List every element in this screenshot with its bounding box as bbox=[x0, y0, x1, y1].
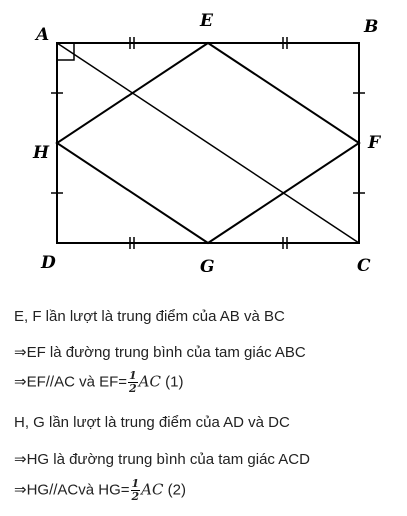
fraction-numerator-2: 1 bbox=[131, 477, 140, 490]
proof-line-3 bbox=[14, 370, 183, 395]
proof-line-5: ⇒HG là đường trung bình của tam giác ACD bbox=[14, 451, 310, 468]
equation-number-1: (1) bbox=[160, 373, 184, 391]
fraction-denominator: 2 bbox=[129, 382, 137, 395]
proof-line-6-text: ⇒HG//ACvà HG= bbox=[14, 481, 130, 499]
fraction-one-half bbox=[128, 370, 138, 395]
proof-line-1: E, F lần lượt là trung điểm của AB và BC bbox=[14, 308, 285, 325]
segment-ac-2: AC bbox=[141, 480, 164, 499]
vertex-label-h: H bbox=[33, 143, 50, 163]
fraction-one-half-2 bbox=[131, 478, 141, 503]
vertex-label-g: G bbox=[200, 257, 215, 277]
segment-ac: AC bbox=[138, 372, 161, 391]
proof-line-2: ⇒EF là đường trung bình của tam giác ABC bbox=[14, 344, 306, 361]
vertex-label-b: B bbox=[364, 17, 379, 37]
vertex-label-a: A bbox=[36, 25, 50, 45]
proof-line-4: H, G lần lượt là trung điểm của AD và DC bbox=[14, 414, 290, 431]
vertex-label-c: C bbox=[357, 256, 371, 276]
equation-number-2: (2) bbox=[163, 481, 186, 499]
fraction-numerator: 1 bbox=[129, 369, 137, 382]
proof-line-3-text: ⇒EF//AC và EF= bbox=[14, 373, 128, 391]
fraction-denominator-2: 2 bbox=[131, 490, 140, 503]
vertex-label-d: D bbox=[41, 253, 56, 273]
vertex-label-f: F bbox=[368, 133, 381, 153]
proof-line-6 bbox=[14, 478, 186, 503]
vertex-label-e: E bbox=[200, 11, 213, 31]
diagonal-ac bbox=[57, 43, 359, 243]
